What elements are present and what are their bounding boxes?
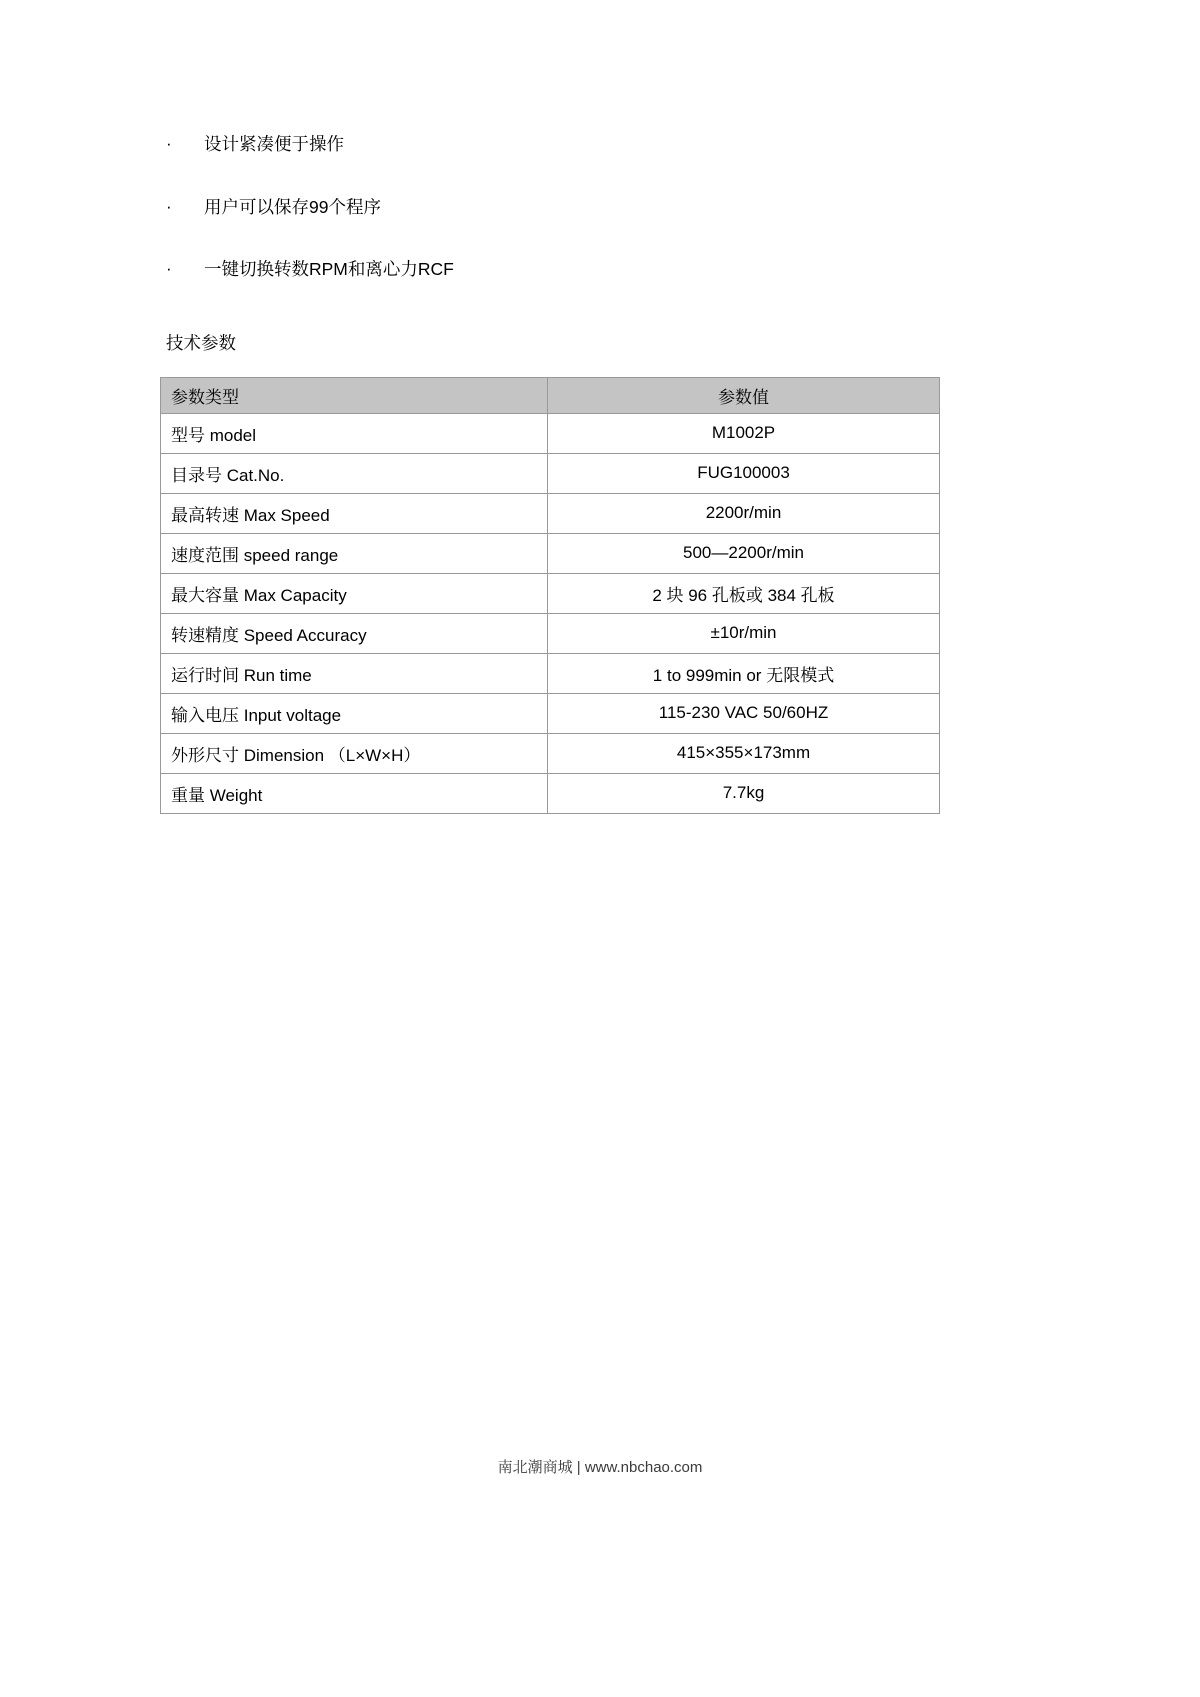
cell-parameter-value: 500—2200r/min	[548, 533, 940, 573]
list-item	[160, 132, 1040, 157]
table-row	[161, 653, 940, 693]
table-row	[161, 533, 940, 573]
bullet-marker-icon: ·	[166, 134, 172, 153]
table-row	[161, 453, 940, 493]
cell-parameter-value: 2200r/min	[548, 493, 940, 533]
specifications-table	[160, 377, 940, 814]
column-header-parameter-value: 参数值	[548, 377, 940, 413]
cell-parameter-type: 输入电压 Input voltage	[161, 693, 548, 733]
document-content	[160, 132, 1040, 814]
table-row	[161, 413, 940, 453]
cell-parameter-value: 7.7kg	[548, 773, 940, 813]
list-item	[160, 195, 1040, 220]
cell-parameter-value: 115-230 VAC 50/60HZ	[548, 693, 940, 733]
bullet-marker-icon: ·	[166, 259, 172, 278]
column-header-parameter-type: 参数类型	[161, 377, 548, 413]
table-row	[161, 493, 940, 533]
list-item	[160, 257, 1040, 282]
feature-bullet-list	[160, 132, 1040, 282]
table-row	[161, 573, 940, 613]
cell-parameter-value: 2 块 96 孔板或 384 孔板	[548, 573, 940, 613]
list-item-label: 用户可以保存99个程序	[204, 196, 381, 217]
cell-parameter-type: 速度范围 speed range	[161, 533, 548, 573]
list-item-label: 一键切换转数RPM和离心力RCF	[204, 259, 454, 279]
cell-parameter-type: 运行时间 Run time	[161, 653, 548, 693]
cell-parameter-type: 转速精度 Speed Accuracy	[161, 613, 548, 653]
table-header-row	[161, 377, 940, 413]
cell-parameter-value: ±10r/min	[548, 613, 940, 653]
list-item-label: 设计紧凑便于操作	[204, 134, 344, 154]
section-heading: 技术参数	[166, 332, 236, 353]
cell-parameter-value: M1002P	[548, 413, 940, 453]
bullet-marker-icon: ·	[166, 196, 172, 216]
table-row	[161, 693, 940, 733]
table-row	[161, 733, 940, 773]
cell-parameter-type: 型号 model	[161, 413, 548, 453]
table-row	[161, 613, 940, 653]
cell-parameter-type: 重量 Weight	[161, 773, 548, 813]
cell-parameter-value: 415×355×173mm	[548, 733, 940, 773]
cell-parameter-type: 目录号 Cat.No.	[161, 453, 548, 493]
cell-parameter-value: 1 to 999min or 无限模式	[548, 653, 940, 693]
cell-parameter-type: 最高转速 Max Speed	[161, 493, 548, 533]
page-footer: 南北潮商城 | www.nbchao.com	[497, 1459, 703, 1476]
cell-parameter-type: 最大容量 Max Capacity	[161, 573, 548, 613]
cell-parameter-value: FUG100003	[548, 453, 940, 493]
cell-parameter-type: 外形尺寸 Dimension （L×W×H）	[161, 733, 548, 773]
table-row	[161, 773, 940, 813]
